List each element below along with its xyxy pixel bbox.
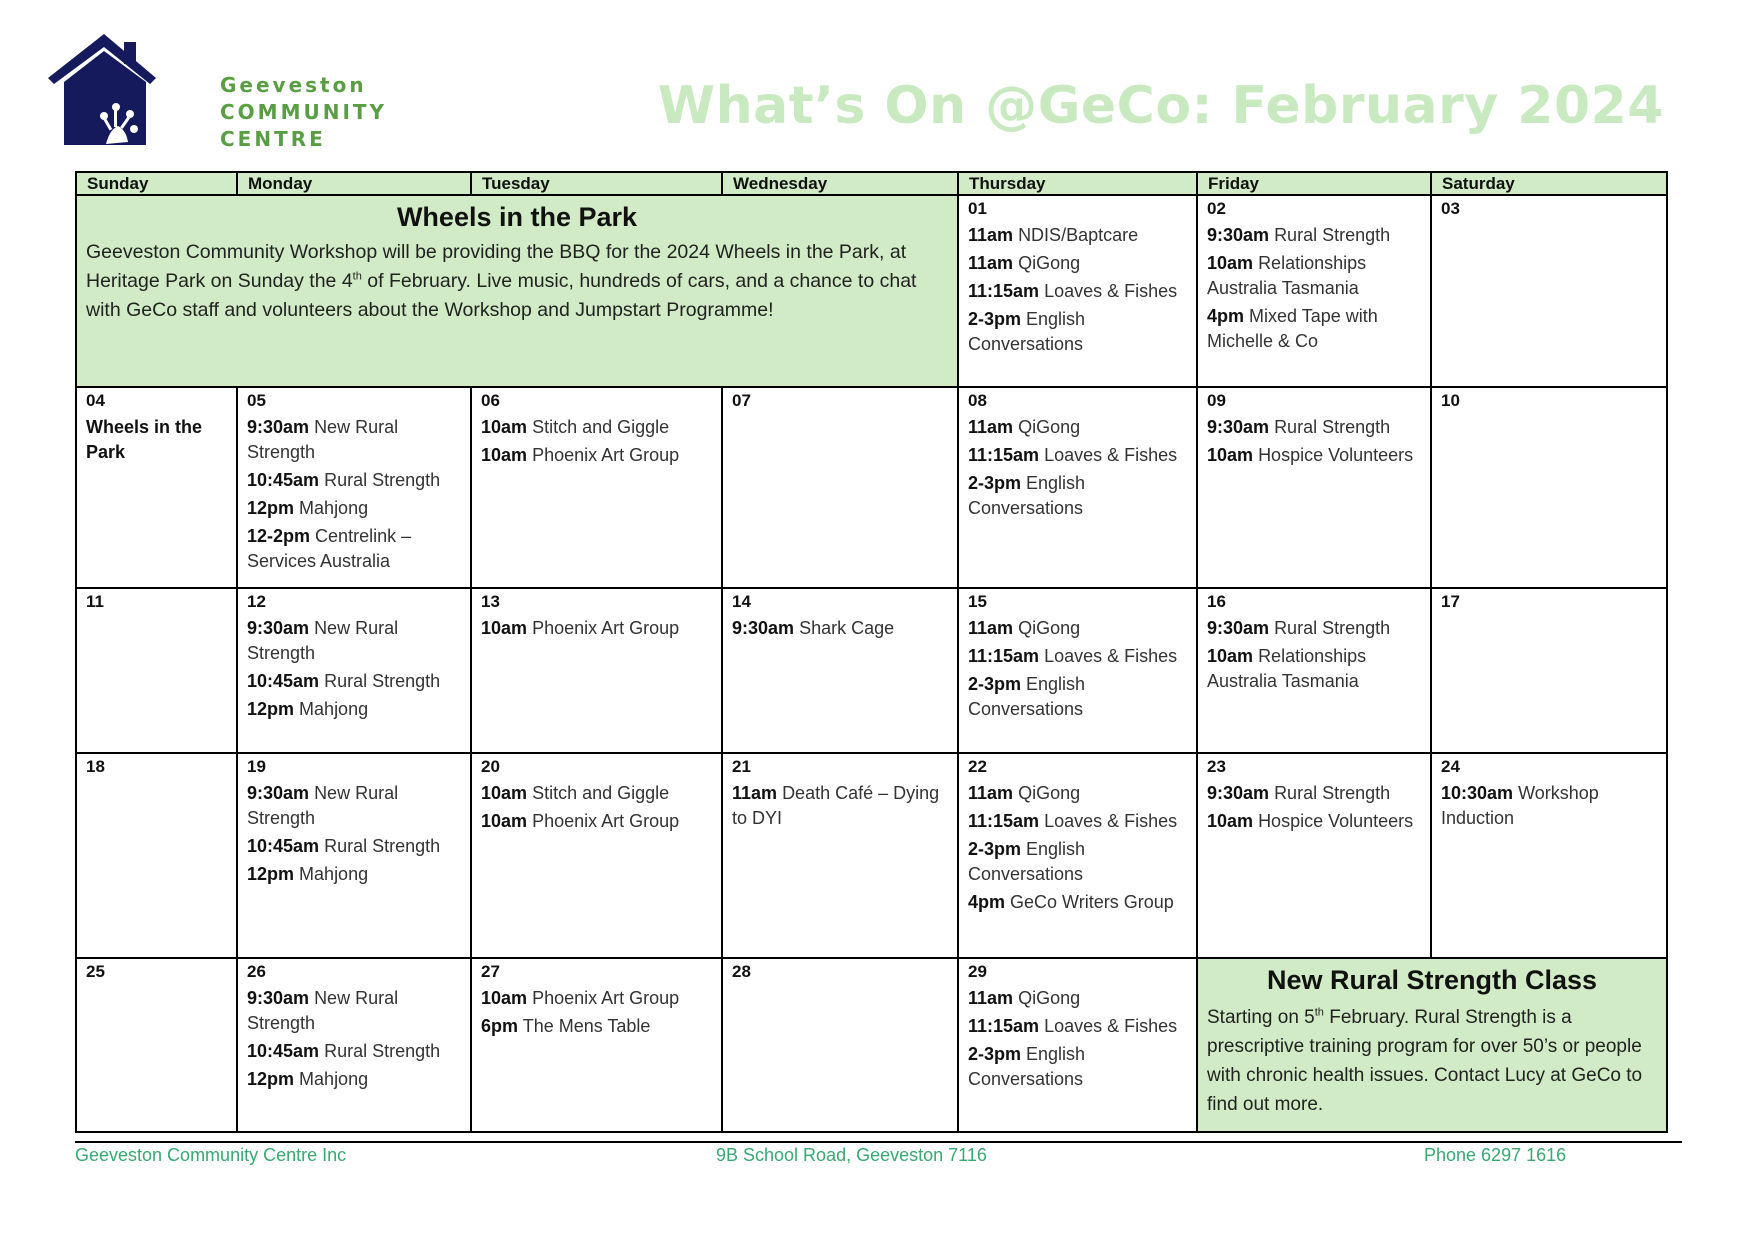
day-cell <box>722 753 958 958</box>
event-item <box>968 809 1187 834</box>
footer-address: 9B School Road, Geeveston 7116 <box>716 1145 987 1165</box>
event-title: Stitch and Giggle <box>532 417 670 437</box>
event-item <box>247 986 461 1036</box>
promo-box-text-part: Starting on 5 <box>1207 1007 1315 1028</box>
day-cell <box>722 387 958 588</box>
day-date: 12 <box>247 592 266 611</box>
ordinal-suffix: th <box>352 270 362 283</box>
day-date: 19 <box>247 757 266 776</box>
event-title: New Rural Strength <box>247 417 399 462</box>
event-title: Mahjong <box>299 864 369 884</box>
event-banner-title: Wheels in the Park <box>396 202 638 232</box>
event-time: 11am <box>968 225 1014 245</box>
event-time: 9:30am <box>1207 783 1270 803</box>
event-item <box>968 471 1187 521</box>
day-cell <box>237 958 471 1132</box>
event-item <box>481 781 712 806</box>
event-time: 11:15am <box>968 811 1040 831</box>
event-time: 9:30am <box>732 618 795 638</box>
day-cell <box>1197 387 1431 588</box>
day-cell <box>237 753 471 958</box>
event-title: Centrelink – Services Australia <box>247 526 412 571</box>
event-title: Death Café – Dying to DYI <box>732 783 940 828</box>
event-item <box>968 890 1187 915</box>
day-date: 27 <box>481 962 500 981</box>
event-title: Relationships Australia Tasmania <box>1207 253 1367 298</box>
event-title: Phoenix Art Group <box>532 988 680 1008</box>
event-title: Rural Strength <box>1274 783 1391 803</box>
event-title: Loaves & Fishes <box>1044 445 1178 465</box>
day-cell <box>1197 753 1431 958</box>
day-date: 13 <box>481 592 500 611</box>
house-logo-icon <box>48 34 173 149</box>
event-time: 4pm <box>1207 306 1245 326</box>
event-time: 9:30am <box>247 417 310 437</box>
event-title: Loaves & Fishes <box>1044 281 1178 301</box>
event-title: Rural Strength <box>1274 417 1391 437</box>
event-item <box>247 616 461 666</box>
event-title: Hospice Volunteers <box>1258 811 1414 831</box>
weekday-header: Friday <box>1197 172 1431 195</box>
day-date: 03 <box>1441 199 1460 218</box>
promo-box-text <box>1207 1003 1657 1119</box>
event-time: 2-3pm <box>968 1044 1022 1064</box>
week-row <box>76 958 1667 1132</box>
event-item <box>247 669 461 694</box>
event-time: 12pm <box>247 498 295 518</box>
day-date: 26 <box>247 962 266 981</box>
event-title: The Mens Table <box>522 1016 651 1036</box>
day-date: 15 <box>968 592 987 611</box>
day-cell <box>1431 588 1667 753</box>
event-item <box>968 616 1187 641</box>
event-banner-text-part: of February. Live music, hundreds of cars, and a chance to chat with GeCo staff and volunteers about the Workshop and Jumpstart Programme! <box>86 270 917 321</box>
event-title: GeCo Writers Group <box>1010 892 1174 912</box>
weekday-header-row <box>76 172 1667 195</box>
event-time: 11am <box>968 988 1014 1008</box>
event-item <box>247 524 461 574</box>
event-item <box>968 986 1187 1011</box>
event-time: 11:15am <box>968 281 1040 301</box>
day-date: 23 <box>1207 757 1226 776</box>
event-title: Workshop Induction <box>1441 783 1599 828</box>
event-item <box>968 279 1187 304</box>
day-date: 20 <box>481 757 500 776</box>
day-cell <box>471 588 722 753</box>
day-date: 08 <box>968 391 987 410</box>
event-title: Rural Strength <box>1274 618 1391 638</box>
event-item <box>968 644 1187 669</box>
day-date: 05 <box>247 391 266 410</box>
event-item <box>247 468 461 493</box>
event-title: New Rural Strength <box>247 618 399 663</box>
weekday-header: Tuesday <box>471 172 722 195</box>
day-date: 28 <box>732 962 751 981</box>
event-time: 10am <box>481 811 528 831</box>
logo <box>48 34 388 151</box>
event-banner <box>76 195 958 387</box>
event-banner-text <box>86 238 948 325</box>
event-title: Rural Strength <box>324 470 441 490</box>
day-cell <box>1197 588 1431 753</box>
day-date: 11 <box>86 592 104 611</box>
event-time: 6pm <box>481 1016 519 1036</box>
logo-line: Geeveston <box>220 73 367 97</box>
event-item <box>481 443 712 468</box>
day-cell <box>722 588 958 753</box>
day-cell <box>237 588 471 753</box>
page-title: What’s On @GeCo: February 2024 <box>657 76 1664 136</box>
day-cell <box>237 387 471 588</box>
day-date: 01 <box>968 199 987 218</box>
event-item <box>968 672 1187 722</box>
event-time: 12pm <box>247 864 295 884</box>
promo-box <box>1197 958 1667 1132</box>
day-cell <box>471 958 722 1132</box>
event-item <box>732 616 948 641</box>
event-title: Mahjong <box>299 498 369 518</box>
day-date: 16 <box>1207 592 1226 611</box>
event-title: Phoenix Art Group <box>532 811 680 831</box>
event-time: 11:15am <box>968 646 1040 666</box>
event-time: 9:30am <box>247 618 310 638</box>
event-title: Stitch and Giggle <box>532 783 670 803</box>
event-item <box>481 986 712 1011</box>
event-item <box>968 443 1187 468</box>
event-time: 11:15am <box>968 445 1040 465</box>
event-title: Hospice Volunteers <box>1258 445 1414 465</box>
day-cell <box>1431 753 1667 958</box>
event-title: QiGong <box>1018 783 1081 803</box>
calendar-table <box>75 171 1668 1133</box>
event-title: Rural Strength <box>1274 225 1391 245</box>
weekday-header: Wednesday <box>722 172 958 195</box>
event-title: Mahjong <box>299 1069 369 1089</box>
event-time: 10am <box>1207 811 1254 831</box>
event-time: 9:30am <box>247 783 310 803</box>
week-row <box>76 195 1667 387</box>
event-item <box>1207 415 1421 440</box>
event-title: Phoenix Art Group <box>532 445 680 465</box>
footer-org: Geeveston Community Centre Inc <box>75 1145 347 1165</box>
day-date: 29 <box>968 962 987 981</box>
day-cell <box>1197 195 1431 387</box>
event-time: 9:30am <box>1207 618 1270 638</box>
ordinal-suffix: th <box>1314 1006 1324 1019</box>
day-cell <box>76 588 237 753</box>
event-time: 10am <box>481 988 528 1008</box>
event-item <box>247 697 461 722</box>
event-item <box>1207 443 1421 468</box>
event-item <box>1207 223 1421 248</box>
event-item <box>247 496 461 521</box>
event-title: New Rural Strength <box>247 783 399 828</box>
day-cell <box>471 387 722 588</box>
day-cell <box>76 753 237 958</box>
day-date: 25 <box>86 962 105 981</box>
event-time: 10am <box>481 445 528 465</box>
week-row <box>76 753 1667 958</box>
day-cell <box>471 753 722 958</box>
event-time: Wheels in the Park <box>86 417 203 462</box>
event-item <box>247 781 461 831</box>
event-title: Rural Strength <box>324 836 441 856</box>
event-item <box>1207 809 1421 834</box>
event-title: QiGong <box>1018 618 1081 638</box>
event-item <box>481 1014 712 1039</box>
weekday-header: Saturday <box>1431 172 1667 195</box>
event-item <box>247 834 461 859</box>
footer-divider <box>75 1141 1682 1143</box>
event-item <box>247 415 461 465</box>
day-date: 02 <box>1207 199 1226 218</box>
event-item <box>732 781 948 831</box>
event-time: 9:30am <box>1207 417 1270 437</box>
event-item <box>1441 781 1657 831</box>
event-time: 10:30am <box>1441 783 1514 803</box>
event-item <box>968 1014 1187 1039</box>
day-date: 06 <box>481 391 500 410</box>
event-title: English Conversations <box>968 309 1086 354</box>
event-item <box>1207 304 1421 354</box>
event-time: 9:30am <box>247 988 310 1008</box>
event-item <box>481 809 712 834</box>
event-title: English Conversations <box>968 1044 1086 1089</box>
event-time: 10am <box>481 417 528 437</box>
event-time: 11:15am <box>968 1016 1040 1036</box>
event-time: 10:45am <box>247 1041 320 1061</box>
event-title: Rural Strength <box>324 1041 441 1061</box>
event-item <box>247 1067 461 1092</box>
day-cell <box>722 958 958 1132</box>
event-time: 12pm <box>247 699 295 719</box>
event-time: 2-3pm <box>968 839 1022 859</box>
event-item <box>968 781 1187 806</box>
weekday-header: Sunday <box>76 172 237 195</box>
weekday-header: Thursday <box>958 172 1197 195</box>
event-time: 12-2pm <box>247 526 311 546</box>
event-title: QiGong <box>1018 253 1081 273</box>
event-item <box>1207 781 1421 806</box>
day-date: 07 <box>732 391 751 410</box>
event-time: 10am <box>1207 445 1254 465</box>
event-title: English Conversations <box>968 674 1086 719</box>
event-title: Loaves & Fishes <box>1044 1016 1178 1036</box>
event-item <box>481 415 712 440</box>
event-time: 10:45am <box>247 836 320 856</box>
day-cell <box>958 958 1197 1132</box>
event-time: 10:45am <box>247 671 320 691</box>
event-title: English Conversations <box>968 839 1086 884</box>
event-item <box>1207 616 1421 641</box>
event-time: 10am <box>481 783 528 803</box>
day-date: 18 <box>86 757 105 776</box>
event-item <box>968 1042 1187 1092</box>
event-title: NDIS/Baptcare <box>1018 225 1139 245</box>
event-item <box>247 862 461 887</box>
event-time: 2-3pm <box>968 473 1022 493</box>
event-item <box>968 251 1187 276</box>
event-title: Shark Cage <box>799 618 895 638</box>
event-title: QiGong <box>1018 988 1081 1008</box>
day-date: 10 <box>1441 391 1460 410</box>
event-time: 11am <box>968 417 1014 437</box>
event-time: 2-3pm <box>968 309 1022 329</box>
day-date: 17 <box>1441 592 1460 611</box>
event-item <box>968 837 1187 887</box>
event-time: 11am <box>968 253 1014 273</box>
event-item <box>481 616 712 641</box>
day-date: 21 <box>732 757 751 776</box>
event-item <box>968 415 1187 440</box>
day-date: 22 <box>968 757 987 776</box>
event-title: Loaves & Fishes <box>1044 646 1178 666</box>
day-cell <box>76 958 237 1132</box>
event-title: Phoenix Art Group <box>532 618 680 638</box>
event-item <box>1207 644 1421 694</box>
event-time: 4pm <box>968 892 1006 912</box>
event-time: 10am <box>1207 253 1254 273</box>
event-item <box>1207 251 1421 301</box>
event-title: Mixed Tape with Michelle & Co <box>1207 306 1378 351</box>
event-title: New Rural Strength <box>247 988 399 1033</box>
event-title: QiGong <box>1018 417 1081 437</box>
day-cell <box>958 753 1197 958</box>
event-title: Rural Strength <box>324 671 441 691</box>
day-cell <box>1431 195 1667 387</box>
promo-box-title: New Rural Strength Class <box>1266 965 1598 995</box>
event-time: 10:45am <box>247 470 320 490</box>
day-date: 09 <box>1207 391 1226 410</box>
day-cell <box>958 588 1197 753</box>
day-cell <box>76 387 237 588</box>
event-banner-text-part: Geeveston Community Workshop will be providing the BBQ for the 2024 Wheels in the Park, at Heritage Park on Sunday the 4 <box>86 241 907 292</box>
day-cell <box>1431 387 1667 588</box>
promo-box-text-part: February. Rural Strength is a prescriptive training program for over 50’s or people with chronic health issues. Contact Lucy at GeCo to find out more. <box>1207 1007 1643 1115</box>
week-row <box>76 387 1667 588</box>
event-title: English Conversations <box>968 473 1086 518</box>
day-cell <box>958 195 1197 387</box>
footer-phone: Phone 6297 1616 <box>1424 1145 1567 1165</box>
event-time: 10am <box>481 618 528 638</box>
event-title: Mahjong <box>299 699 369 719</box>
weekday-header: Monday <box>237 172 471 195</box>
event-time: 9:30am <box>1207 225 1270 245</box>
week-row <box>76 588 1667 753</box>
event-item <box>968 307 1187 357</box>
event-time: 11am <box>968 783 1014 803</box>
logo-line: CENTRE <box>220 127 326 151</box>
day-date: 14 <box>732 592 751 611</box>
event-time: 11am <box>732 783 778 803</box>
event-time: 10am <box>1207 646 1254 666</box>
event-item <box>247 1039 461 1064</box>
logo-line: COMMUNITY <box>220 100 388 124</box>
event-title: Relationships Australia Tasmania <box>1207 646 1367 691</box>
day-cell <box>958 387 1197 588</box>
event-item <box>968 223 1187 248</box>
event-item <box>86 415 227 465</box>
event-time: 2-3pm <box>968 674 1022 694</box>
event-title: Loaves & Fishes <box>1044 811 1178 831</box>
day-date: 04 <box>86 391 105 410</box>
event-time: 11am <box>968 618 1014 638</box>
day-date: 24 <box>1441 757 1460 776</box>
event-time: 12pm <box>247 1069 295 1089</box>
logo-text <box>220 72 387 153</box>
